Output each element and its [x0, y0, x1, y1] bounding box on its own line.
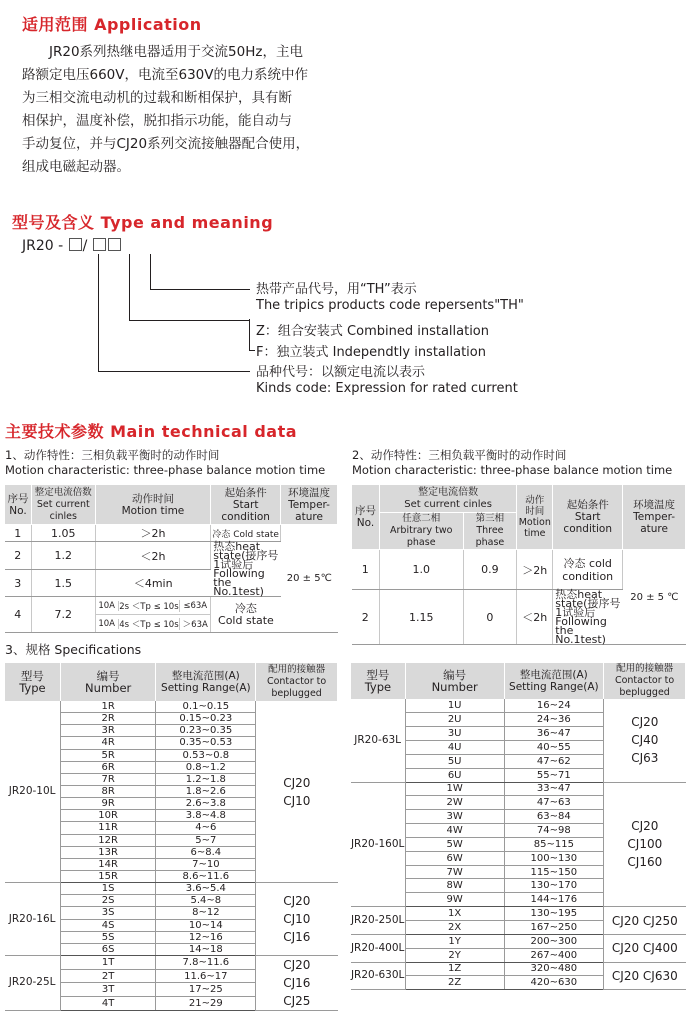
spec-number: 10R	[60, 810, 156, 822]
spec-number: 2U	[405, 713, 504, 727]
spec-type: JR20-160L	[351, 782, 406, 907]
spec-number: 4T	[60, 997, 156, 1011]
spec-number: 4W	[405, 824, 504, 838]
spec-type: JR20-25L	[5, 955, 61, 1010]
t2-r2-cond: 热态heat state(接序号1试验后Following the No.1test)	[553, 590, 623, 645]
application-text	[22, 41, 352, 179]
specs-title: 3、规格 Specifications	[5, 642, 142, 657]
spec-type: JR20-630L	[351, 962, 406, 990]
spec-range: 200~300	[504, 934, 604, 948]
spec-contactor: CJ20 CJ10 CJ16	[256, 883, 338, 956]
spec-range: 0.1~0.15	[156, 701, 256, 713]
t1-r3-time: ＜4min	[95, 570, 211, 597]
t2-r2-two: 1.15	[379, 590, 463, 645]
spec-range: 24~36	[504, 713, 604, 727]
t1-r4-time	[95, 597, 211, 633]
t1-r1-no: 1	[5, 525, 32, 542]
spec-number: 15R	[60, 870, 156, 882]
spec-number: 2Y	[405, 948, 504, 962]
spec-contactor: CJ20 CJ630	[604, 962, 686, 990]
spec-number: 11R	[60, 822, 156, 834]
spec-range: 0.23~0.35	[156, 725, 256, 737]
t2-header-temp: 环境温度 Temper- ature	[623, 485, 686, 550]
spec-range: 16~24	[504, 699, 604, 713]
spec-number: 1Z	[405, 962, 504, 976]
t2-header-no: 序号 No.	[352, 485, 380, 550]
t1-r4a-range: ≤63A	[183, 600, 208, 611]
spec-number: 9W	[405, 893, 504, 907]
spec-range: 85~115	[504, 837, 604, 851]
code-box-kinds	[69, 238, 82, 251]
spec-range: 2.6~3.8	[156, 798, 256, 810]
application-line: 为三相交流电动机的过载和断相保护，具有断	[22, 90, 292, 106]
spec-range: 420~630	[504, 976, 604, 990]
spec-number: 9R	[60, 798, 156, 810]
spec-table-right	[350, 663, 686, 990]
leader-line	[129, 320, 250, 321]
spec-number: 2X	[405, 921, 504, 935]
spec-range: 4~6	[156, 822, 256, 834]
t1-r1-time: ＞2h	[95, 525, 211, 542]
spec-number: 2T	[60, 969, 156, 983]
spec-range: 0.8~1.2	[156, 761, 256, 773]
spec-left-header-number: 编号 Number	[60, 663, 156, 701]
spec-left-header-type: 型号 Type	[5, 663, 61, 701]
t1-r1-mult: 1.05	[31, 525, 95, 542]
motion-table-2	[351, 484, 686, 645]
spec-number: 1Y	[405, 934, 504, 948]
t2-title-en: Motion characteristic: three-phase balance motion time	[352, 463, 673, 477]
t2-temp: 20 ± 5 ℃	[623, 550, 686, 645]
t2-header-current: 整定电流倍数 Set current cinles	[379, 485, 516, 513]
leader-line	[98, 371, 250, 372]
spec-range: 74~98	[504, 824, 604, 838]
spec-row	[5, 883, 338, 895]
leader-line	[129, 254, 130, 320]
spec-range: 5.4~8	[156, 895, 256, 907]
spec-range: 0.15~0.23	[156, 713, 256, 725]
t2-header-two: 任意二相 Arbitrary two phase	[379, 513, 463, 550]
spec-number: 13R	[60, 846, 156, 858]
spec-range: 130~195	[504, 907, 604, 921]
spec-row	[5, 955, 338, 969]
spec-number: 3S	[60, 907, 156, 919]
spec-range: 47~62	[504, 754, 604, 768]
t1-temp: 20 ± 5℃	[281, 525, 338, 633]
t2-header-start: 起始条件 Start condition	[553, 485, 623, 550]
spec-type: JR20-16L	[5, 883, 61, 956]
spec-number: 6W	[405, 851, 504, 865]
spec-number: 7W	[405, 865, 504, 879]
spec-range: 3.6~5.4	[156, 883, 256, 895]
spec-number: 2Z	[405, 976, 504, 990]
spec-range: 11.6~17	[156, 969, 256, 983]
t1-r4a-current: 10A	[96, 601, 119, 611]
spec-range: 100~130	[504, 851, 604, 865]
spec-number: 4S	[60, 919, 156, 931]
t2-r1-time: ＞2h	[517, 550, 553, 590]
t1-header-time: 动作时间 Motion time	[95, 485, 211, 525]
spec-range: 6~8.4	[156, 846, 256, 858]
t1-r2-time: ＜2h	[95, 542, 211, 570]
spec-row	[351, 907, 686, 921]
spec-number: 7R	[60, 773, 156, 785]
spec-range: 1.2~1.8	[156, 773, 256, 785]
t2-r2-time: ＜2h	[517, 590, 553, 645]
spec-range: 7~10	[156, 858, 256, 870]
leader-line	[249, 319, 250, 351]
application-heading: 适用范围 Application	[22, 15, 202, 34]
spec-contactor: CJ20 CJ400	[604, 934, 686, 962]
spec-number: 5R	[60, 749, 156, 761]
application-line: 路额定电压660V，电流至630V的电力系统中作	[22, 67, 309, 83]
spec-type: JR20-10L	[5, 701, 61, 883]
model-code	[22, 238, 122, 254]
spec-left-header-range: 整电流范围(A) Setting Range(A)	[156, 663, 256, 701]
t2-header-three: 第三相 Three phase	[463, 513, 517, 550]
leader-line	[150, 254, 151, 290]
t1-r4-mult: 7.2	[31, 597, 95, 633]
t2-r2-no: 2	[352, 590, 380, 645]
t2-r1-cond: 冷态 cold condition	[553, 550, 623, 590]
spec-number: 4R	[60, 737, 156, 749]
spec-range: 21~29	[156, 997, 256, 1011]
spec-range: 8~12	[156, 907, 256, 919]
spec-number: 3T	[60, 983, 156, 997]
z-install: Z：组合安装式 Combined installation	[256, 324, 489, 339]
t1-title-cn: 1、动作特性：三相负载平衡时的动作时间	[5, 448, 220, 462]
t1-header-temp: 环境温度 Temper- ature	[281, 485, 338, 525]
t1-r3-mult: 1.5	[31, 570, 95, 597]
spec-number: 4U	[405, 741, 504, 755]
t2-r1-no: 1	[352, 550, 380, 590]
spec-row	[351, 962, 686, 976]
t1-title-en: Motion characteristic: three-phase balance motion time	[5, 463, 326, 477]
t1-r2-no: 2	[5, 542, 32, 570]
spec-range: 12~16	[156, 931, 256, 943]
spec-right-header-range: 整电流范围(A) Setting Range(A)	[504, 663, 604, 699]
spec-range: 167~250	[504, 921, 604, 935]
spec-number: 5S	[60, 931, 156, 943]
spec-number: 14R	[60, 858, 156, 870]
spec-contactor: CJ20 CJ250	[604, 907, 686, 935]
spec-row	[5, 701, 338, 713]
th-code-en: The tripics products code repersents"TH"	[256, 298, 524, 313]
t2-r1-two: 1.0	[379, 550, 463, 590]
spec-range: 33~47	[504, 782, 604, 796]
spec-range: 55~71	[504, 768, 604, 782]
code-box-install	[93, 238, 106, 251]
spec-range: 47~63	[504, 796, 604, 810]
application-line: 手动复位，并与CJ20系列交流接触器配合使用，	[22, 136, 310, 152]
application-line: 组成电磁起动器。	[22, 159, 130, 175]
spec-right-header-number: 编号 Number	[405, 663, 504, 699]
spec-range: 0.35~0.53	[156, 737, 256, 749]
spec-number: 12R	[60, 834, 156, 846]
t1-r1-cond: 冷态 Cold state	[211, 525, 281, 542]
spec-table-left	[4, 663, 338, 1011]
leader-line	[150, 289, 250, 290]
spec-type: JR20-400L	[351, 934, 406, 962]
spec-number: 6U	[405, 768, 504, 782]
spec-range: 63~84	[504, 810, 604, 824]
spec-right-header-type: 型号 Type	[351, 663, 406, 699]
t1-r3-no: 3	[5, 570, 32, 597]
spec-range: 17~25	[156, 983, 256, 997]
t2-title-cn: 2、动作特性：三相负载平衡时的动作时间	[352, 448, 567, 462]
t1-r4b-time: 4s ＜Tp ≤ 10s	[119, 619, 179, 630]
t1-header-start: 起始条件 Start condition	[211, 485, 281, 525]
th-code-cn: 热带产品代号，用“TH”表示	[256, 282, 417, 297]
type-meaning-heading: 型号及含义 Type and meaning	[12, 213, 274, 232]
spec-number: 5W	[405, 837, 504, 851]
spec-contactor: CJ20 CJ40 CJ63	[604, 699, 686, 782]
spec-range: 3.8~4.8	[156, 810, 256, 822]
leader-line	[249, 350, 255, 351]
spec-number: 3R	[60, 725, 156, 737]
spec-type: JR20-63L	[351, 699, 406, 782]
t1-r4-cond: 冷态 Cold state	[211, 597, 281, 633]
spec-number: 1X	[405, 907, 504, 921]
spec-number: 1R	[60, 701, 156, 713]
t1-r4b-current: 10A	[96, 619, 119, 629]
spec-number: 2R	[60, 713, 156, 725]
t1-r4b-range: ＞63A	[182, 619, 208, 630]
spec-range: 40~55	[504, 741, 604, 755]
spec-number: 8R	[60, 785, 156, 797]
t1-r4-no: 4	[5, 597, 32, 633]
f-install: F：独立装式 Independtly installation	[256, 345, 486, 360]
model-code-prefix: JR20 -	[22, 238, 64, 254]
spec-number: 1W	[405, 782, 504, 796]
spec-number: 6R	[60, 761, 156, 773]
spec-range: 0.53~0.8	[156, 749, 256, 761]
model-code-slash: /	[82, 238, 88, 254]
spec-range: 8.6~11.6	[156, 870, 256, 882]
spec-number: 3U	[405, 727, 504, 741]
spec-range: 7.8~11.6	[156, 955, 256, 969]
spec-contactor: CJ20 CJ16 CJ25	[256, 955, 338, 1010]
t2-header-time: 动作 时间 Motion time	[517, 485, 553, 550]
spec-range: 144~176	[504, 893, 604, 907]
spec-row	[351, 934, 686, 948]
spec-range: 115~150	[504, 865, 604, 879]
spec-right-header-contactor: 配用的接触器 Contactor to beplugged	[604, 663, 686, 699]
spec-number: 1U	[405, 699, 504, 713]
spec-number: 8W	[405, 879, 504, 893]
main-data-heading: 主要技术参数 Main technical data	[5, 422, 298, 441]
t1-r2-mult: 1.2	[31, 542, 95, 570]
spec-range: 5~7	[156, 834, 256, 846]
code-box-th	[108, 238, 121, 251]
spec-range: 267~400	[504, 948, 604, 962]
application-line: 相保护，温度补偿，脱扣指示功能，能自动与	[22, 113, 292, 129]
spec-range: 36~47	[504, 727, 604, 741]
kinds-code-en: Kinds code: Expression for rated current	[256, 381, 518, 396]
spec-contactor: CJ20 CJ100 CJ160	[604, 782, 686, 907]
spec-left-header-contactor: 配用的接触器 Contactor to beplugged	[256, 663, 338, 701]
spec-range: 10~14	[156, 919, 256, 931]
t1-r2-cond: 热态heat state(接序号1试验后Following the No.1test)	[211, 542, 281, 597]
spec-range: 14~18	[156, 943, 256, 955]
application-line: JR20系列热继电器适用于交流50Hz，主电	[49, 44, 303, 60]
spec-number: 1S	[60, 883, 156, 895]
motion-table-1	[4, 484, 338, 633]
t2-r2-three: 0	[463, 590, 517, 645]
spec-range: 130~170	[504, 879, 604, 893]
t2-r1-three: 0.9	[463, 550, 517, 590]
spec-type: JR20-250L	[351, 907, 406, 935]
spec-row	[351, 699, 686, 713]
leader-line	[98, 254, 99, 372]
t1-header-current: 整定电流倍数 Set current cinles	[31, 485, 95, 525]
spec-range: 1.8~2.6	[156, 785, 256, 797]
spec-number: 2S	[60, 895, 156, 907]
spec-number: 2W	[405, 796, 504, 810]
kinds-code-cn: 品种代号：以额定电流以表示	[256, 365, 426, 380]
spec-range: 320~480	[504, 962, 604, 976]
spec-number: 1T	[60, 955, 156, 969]
spec-contactor: CJ20 CJ10	[256, 701, 338, 883]
t1-r4a-time: 2s ＜Tp ≤ 10s	[119, 601, 179, 612]
t1-header-no: 序号 No.	[5, 485, 32, 525]
spec-number: 6S	[60, 943, 156, 955]
spec-number: 3W	[405, 810, 504, 824]
spec-row	[351, 782, 686, 796]
spec-number: 5U	[405, 754, 504, 768]
